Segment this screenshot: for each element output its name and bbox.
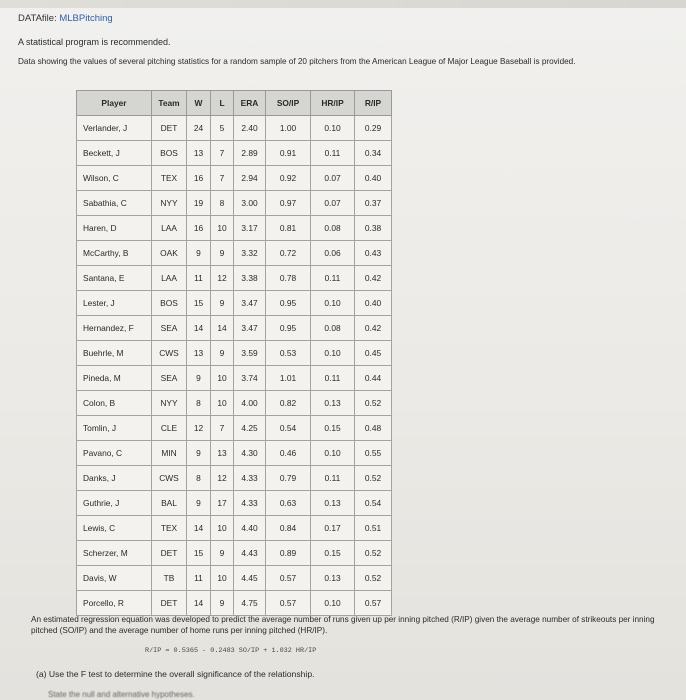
cell-team: TEX	[152, 166, 187, 191]
cell-losses: 7	[211, 141, 234, 166]
table-row	[77, 241, 392, 266]
table-row	[77, 416, 392, 441]
cell-wins: 16	[187, 216, 211, 241]
cell-wins: 9	[187, 441, 211, 466]
cell-team: MIN	[152, 441, 187, 466]
cell-wins: 11	[187, 566, 211, 591]
cell-era: 4.43	[234, 541, 266, 566]
cell-so-ip: 0.95	[266, 291, 311, 316]
column-header-w: W	[187, 91, 211, 116]
cell-era: 4.25	[234, 416, 266, 441]
cell-losses: 10	[211, 566, 234, 591]
cell-so-ip: 0.84	[266, 516, 311, 541]
table-body	[77, 116, 392, 616]
cell-team: DET	[152, 116, 187, 141]
cell-hr-ip: 0.10	[311, 291, 355, 316]
cell-wins: 15	[187, 291, 211, 316]
cell-team: CWS	[152, 341, 187, 366]
cell-r-ip: 0.40	[355, 291, 392, 316]
cell-r-ip: 0.43	[355, 241, 392, 266]
column-header-team: Team	[152, 91, 187, 116]
cell-wins: 19	[187, 191, 211, 216]
cell-era: 3.74	[234, 366, 266, 391]
cell-player: Pavano, C	[77, 441, 152, 466]
cell-r-ip: 0.42	[355, 316, 392, 341]
cell-era: 4.33	[234, 466, 266, 491]
cell-wins: 15	[187, 541, 211, 566]
table-row	[77, 191, 392, 216]
cell-so-ip: 0.81	[266, 216, 311, 241]
top-bar	[0, 0, 686, 8]
cell-losses: 14	[211, 316, 234, 341]
cell-era: 2.40	[234, 116, 266, 141]
table-row	[77, 391, 392, 416]
cell-era: 4.30	[234, 441, 266, 466]
cell-player: Wilson, C	[77, 166, 152, 191]
cell-team: BAL	[152, 491, 187, 516]
cell-losses: 9	[211, 341, 234, 366]
cell-hr-ip: 0.11	[311, 466, 355, 491]
cell-era: 2.94	[234, 166, 266, 191]
cell-so-ip: 1.01	[266, 366, 311, 391]
cell-team: SEA	[152, 316, 187, 341]
table-row	[77, 116, 392, 141]
cell-era: 4.33	[234, 491, 266, 516]
table-row	[77, 341, 392, 366]
cell-hr-ip: 0.11	[311, 366, 355, 391]
cell-losses: 10	[211, 216, 234, 241]
cell-hr-ip: 0.10	[311, 341, 355, 366]
cell-hr-ip: 0.10	[311, 116, 355, 141]
cell-losses: 5	[211, 116, 234, 141]
cell-player: Tomlin, J	[77, 416, 152, 441]
table-row	[77, 466, 392, 491]
cell-r-ip: 0.57	[355, 591, 392, 616]
cell-player: Hernandez, F	[77, 316, 152, 341]
cell-player: Danks, J	[77, 466, 152, 491]
cell-r-ip: 0.29	[355, 116, 392, 141]
cell-player: Davis, W	[77, 566, 152, 591]
cell-so-ip: 0.57	[266, 591, 311, 616]
cell-r-ip: 0.42	[355, 266, 392, 291]
cell-losses: 7	[211, 166, 234, 191]
cell-wins: 13	[187, 341, 211, 366]
cell-team: BOS	[152, 291, 187, 316]
column-header-r-ip: R/IP	[355, 91, 392, 116]
cell-so-ip: 0.95	[266, 316, 311, 341]
cell-so-ip: 0.57	[266, 566, 311, 591]
cell-team: CWS	[152, 466, 187, 491]
cell-era: 4.40	[234, 516, 266, 541]
cell-losses: 9	[211, 541, 234, 566]
cell-losses: 9	[211, 241, 234, 266]
cell-hr-ip: 0.15	[311, 416, 355, 441]
cell-so-ip: 0.82	[266, 391, 311, 416]
cell-r-ip: 0.48	[355, 416, 392, 441]
cell-wins: 8	[187, 466, 211, 491]
column-header-hr-ip: HR/IP	[311, 91, 355, 116]
cell-losses: 9	[211, 291, 234, 316]
column-header-player: Player	[77, 91, 152, 116]
cell-hr-ip: 0.08	[311, 316, 355, 341]
cell-player: Lewis, C	[77, 516, 152, 541]
cell-hr-ip: 0.08	[311, 216, 355, 241]
cell-player: Verlander, J	[77, 116, 152, 141]
table-row	[77, 316, 392, 341]
cell-wins: 14	[187, 516, 211, 541]
cell-hr-ip: 0.17	[311, 516, 355, 541]
cell-wins: 9	[187, 491, 211, 516]
cell-wins: 11	[187, 266, 211, 291]
cell-losses: 10	[211, 391, 234, 416]
cell-r-ip: 0.54	[355, 491, 392, 516]
cell-era: 3.38	[234, 266, 266, 291]
cell-so-ip: 0.46	[266, 441, 311, 466]
table-row	[77, 441, 392, 466]
table-row	[77, 291, 392, 316]
cell-player: Pineda, M	[77, 366, 152, 391]
cell-era: 3.59	[234, 341, 266, 366]
cell-wins: 9	[187, 241, 211, 266]
column-header-l: L	[211, 91, 234, 116]
cell-hr-ip: 0.15	[311, 541, 355, 566]
cell-team: LAA	[152, 266, 187, 291]
state-hypotheses-prompt: State the null and alternative hypotheses.	[48, 690, 195, 699]
cell-so-ip: 0.78	[266, 266, 311, 291]
pitching-stats-table	[76, 90, 392, 616]
table-row	[77, 141, 392, 166]
table-row	[77, 266, 392, 291]
cell-player: Sabathia, C	[77, 191, 152, 216]
cell-so-ip: 0.54	[266, 416, 311, 441]
cell-era: 4.75	[234, 591, 266, 616]
cell-team: TEX	[152, 516, 187, 541]
cell-hr-ip: 0.11	[311, 141, 355, 166]
cell-team: CLE	[152, 416, 187, 441]
cell-losses: 17	[211, 491, 234, 516]
cell-hr-ip: 0.06	[311, 241, 355, 266]
table-row	[77, 216, 392, 241]
cell-hr-ip: 0.13	[311, 566, 355, 591]
cell-so-ip: 0.92	[266, 166, 311, 191]
column-header-so-ip: SO/IP	[266, 91, 311, 116]
cell-player: Lester, J	[77, 291, 152, 316]
cell-team: DET	[152, 591, 187, 616]
cell-r-ip: 0.38	[355, 216, 392, 241]
cell-player: Porcello, R	[77, 591, 152, 616]
cell-team: OAK	[152, 241, 187, 266]
datafile-prefix: DATAfile:	[18, 13, 57, 24]
cell-r-ip: 0.55	[355, 441, 392, 466]
cell-player: Colon, B	[77, 391, 152, 416]
cell-hr-ip: 0.11	[311, 266, 355, 291]
table-row	[77, 166, 392, 191]
cell-era: 3.47	[234, 291, 266, 316]
cell-player: Haren, D	[77, 216, 152, 241]
cell-hr-ip: 0.13	[311, 391, 355, 416]
cell-so-ip: 0.72	[266, 241, 311, 266]
regression-equation: R/IP = 0.5365 - 0.2483 SO/IP + 1.032 HR/IP	[145, 647, 317, 655]
cell-r-ip: 0.34	[355, 141, 392, 166]
cell-era: 4.00	[234, 391, 266, 416]
cell-losses: 12	[211, 466, 234, 491]
cell-hr-ip: 0.10	[311, 441, 355, 466]
table-header-row	[77, 91, 392, 116]
cell-wins: 13	[187, 141, 211, 166]
column-header-era: ERA	[234, 91, 266, 116]
cell-era: 3.32	[234, 241, 266, 266]
table-row	[77, 366, 392, 391]
cell-losses: 13	[211, 441, 234, 466]
cell-player: Buehrle, M	[77, 341, 152, 366]
cell-losses: 10	[211, 516, 234, 541]
cell-so-ip: 0.63	[266, 491, 311, 516]
cell-wins: 14	[187, 316, 211, 341]
cell-hr-ip: 0.10	[311, 591, 355, 616]
cell-era: 2.89	[234, 141, 266, 166]
cell-r-ip: 0.45	[355, 341, 392, 366]
cell-player: Santana, E	[77, 266, 152, 291]
cell-wins: 8	[187, 391, 211, 416]
cell-losses: 7	[211, 416, 234, 441]
cell-so-ip: 0.89	[266, 541, 311, 566]
cell-player: Beckett, J	[77, 141, 152, 166]
cell-hr-ip: 0.07	[311, 166, 355, 191]
cell-losses: 12	[211, 266, 234, 291]
question-part-a: (a) Use the F test to determine the overall significance of the relationship.	[36, 669, 315, 679]
cell-team: BOS	[152, 141, 187, 166]
cell-losses: 8	[211, 191, 234, 216]
cell-r-ip: 0.52	[355, 466, 392, 491]
cell-r-ip: 0.40	[355, 166, 392, 191]
cell-hr-ip: 0.07	[311, 191, 355, 216]
table-row	[77, 591, 392, 616]
cell-wins: 14	[187, 591, 211, 616]
cell-r-ip: 0.52	[355, 391, 392, 416]
cell-team: NYY	[152, 391, 187, 416]
cell-team: LAA	[152, 216, 187, 241]
cell-player: McCarthy, B	[77, 241, 152, 266]
table-row	[77, 541, 392, 566]
cell-r-ip: 0.44	[355, 366, 392, 391]
datafile-label	[18, 13, 113, 24]
cell-wins: 24	[187, 116, 211, 141]
recommendation-text: A statistical program is recommended.	[18, 37, 171, 47]
table-row	[77, 516, 392, 541]
cell-wins: 12	[187, 416, 211, 441]
datafile-name: MLBPitching	[59, 13, 113, 24]
cell-wins: 16	[187, 166, 211, 191]
cell-hr-ip: 0.13	[311, 491, 355, 516]
cell-player: Scherzer, M	[77, 541, 152, 566]
cell-losses: 9	[211, 591, 234, 616]
cell-team: DET	[152, 541, 187, 566]
regression-description: An estimated regression equation was developed to predict the average number of runs given up per inning pitched (R/IP) given the average number of strikeouts per inning pitched (SO/IP) and the average number of home runs per inning pitched (HR/IP).	[31, 615, 655, 635]
cell-player: Guthrie, J	[77, 491, 152, 516]
cell-so-ip: 0.79	[266, 466, 311, 491]
cell-r-ip: 0.37	[355, 191, 392, 216]
cell-losses: 10	[211, 366, 234, 391]
cell-so-ip: 0.91	[266, 141, 311, 166]
cell-team: SEA	[152, 366, 187, 391]
cell-era: 3.17	[234, 216, 266, 241]
cell-era: 3.47	[234, 316, 266, 341]
cell-team: TB	[152, 566, 187, 591]
cell-so-ip: 0.53	[266, 341, 311, 366]
cell-era: 4.45	[234, 566, 266, 591]
cell-so-ip: 1.00	[266, 116, 311, 141]
table-row	[77, 566, 392, 591]
table-row	[77, 491, 392, 516]
cell-team: NYY	[152, 191, 187, 216]
cell-r-ip: 0.51	[355, 516, 392, 541]
cell-wins: 9	[187, 366, 211, 391]
cell-so-ip: 0.97	[266, 191, 311, 216]
data-description: Data showing the values of several pitching statistics for a random sample of 20 pitchers from the American League of Major League Baseball is provided.	[18, 57, 576, 66]
cell-r-ip: 0.52	[355, 541, 392, 566]
cell-era: 3.00	[234, 191, 266, 216]
cell-r-ip: 0.52	[355, 566, 392, 591]
